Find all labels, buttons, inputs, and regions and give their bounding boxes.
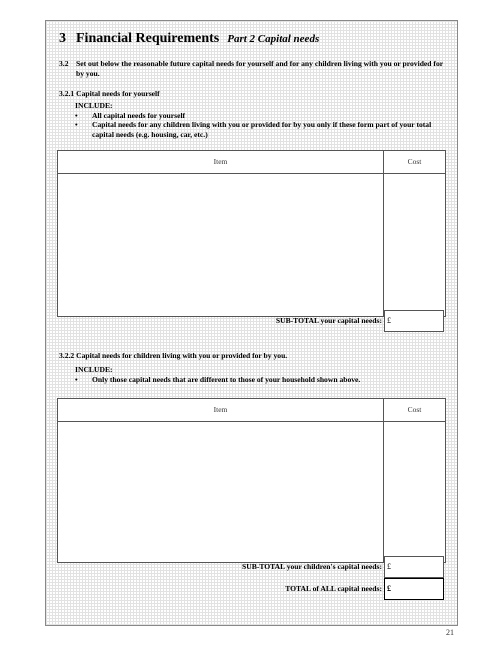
paragraph-3-2 [59,59,449,81]
include-label: INCLUDE: [75,365,113,374]
table-column-divider [383,151,384,316]
bullet-icon: • [75,120,78,129]
item-column-header: Item [213,405,228,414]
cost-column-header: Cost [407,405,422,414]
cost-entry-area[interactable] [385,175,443,314]
section-title [59,31,319,47]
bullet-text: Only those capital needs that are different to those of your household shown above. [92,374,361,384]
capital-needs-table-yourself [57,150,446,317]
bullet-item [75,375,452,385]
include-list-3-2-2 [75,365,452,384]
bullet-item [75,120,432,139]
cost-entry-area[interactable] [385,423,443,560]
subtotal-row-yourself [57,310,444,332]
currency-symbol: £ [387,562,391,571]
bullet-item [75,111,432,121]
paragraph-label: 3.2 [59,59,69,68]
table-header-divider [58,173,445,174]
include-list-3-2-1 [75,101,432,139]
subtotal-field[interactable] [384,310,444,332]
bullet-text: Capital needs for any children living with you or provided for by you only if these form part of your total capital needs (e.g. housing, car, etc.) [92,120,432,139]
subsection-3-2-1-title: 3.2.1 Capital needs for yourself [59,89,160,98]
subsection-3-2-2-title: 3.2.2 Capital needs for children living with you or provided for by you. [59,351,288,360]
item-entry-area[interactable] [59,423,381,560]
subtotal-label: SUB-TOTAL your capital needs: [275,316,382,325]
table-header-divider [58,421,445,422]
cost-column-header: Cost [407,157,422,166]
total-field[interactable] [384,578,444,600]
currency-symbol: £ [387,584,391,593]
item-column-header: Item [213,157,228,166]
section-heading: Financial Requirements [76,31,220,46]
capital-needs-table-children [57,398,446,563]
currency-symbol: £ [387,316,391,325]
bullet-text: All capital needs for yourself [92,110,186,120]
bullet-icon: • [75,110,78,120]
subtotal-field[interactable] [384,556,444,578]
bullet-icon: • [75,374,78,384]
form-page [45,20,458,626]
section-part: Part 2 Capital needs [227,33,320,45]
page-number: 21 [446,628,454,637]
total-row [57,578,444,600]
item-entry-area[interactable] [59,175,381,314]
subtotal-label: SUB-TOTAL your children's capital needs: [242,562,382,571]
include-label: INCLUDE: [75,101,113,110]
total-label: TOTAL of ALL capital needs: [285,584,382,593]
paragraph-text: Set out below the reasonable future capital needs for yourself and for any children living with you or provided for by you. [76,59,443,78]
section-number: 3 [59,31,66,46]
subtotal-row-children [57,556,444,578]
table-column-divider [383,399,384,562]
